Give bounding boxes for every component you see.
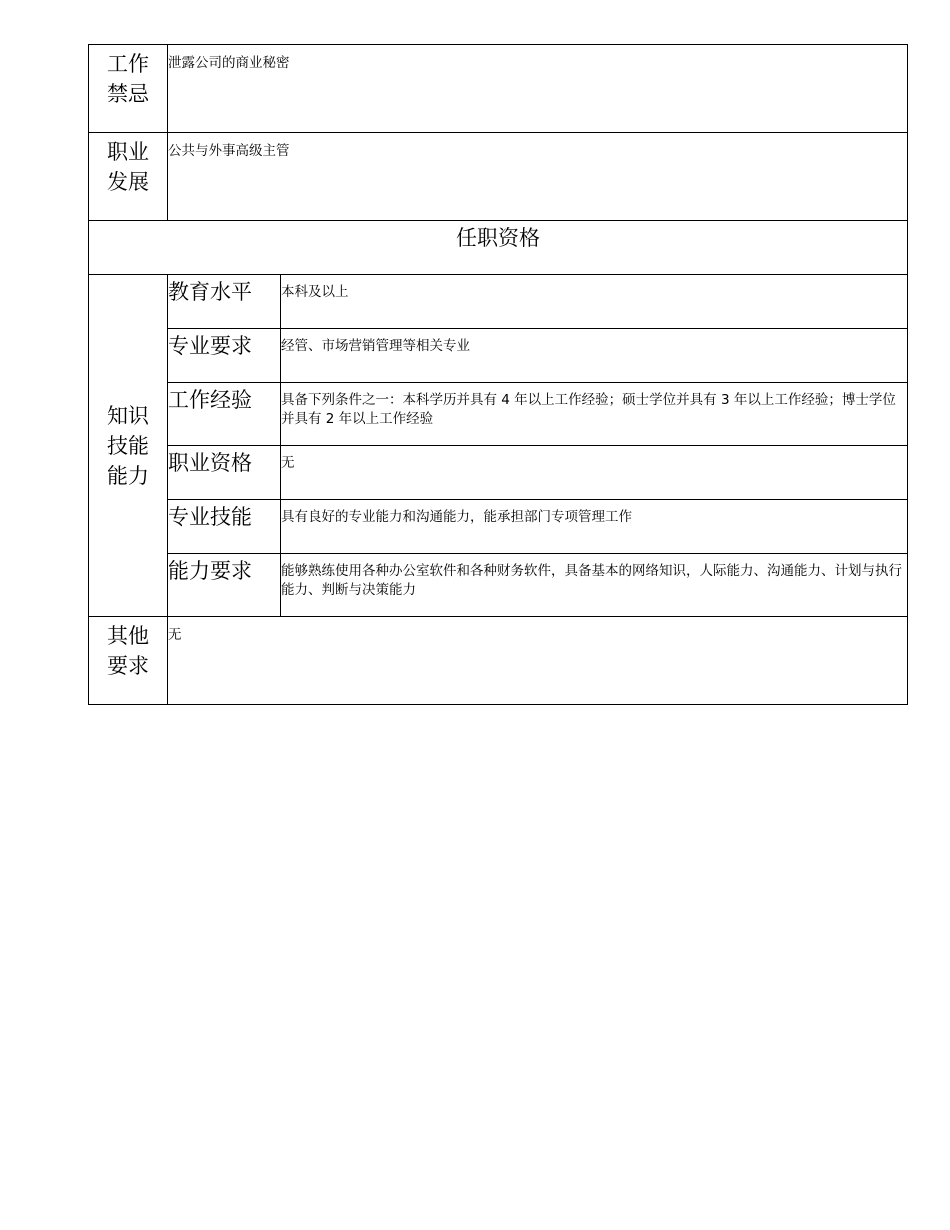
experience-label: 工作经验 [168, 383, 281, 446]
row-work-taboo [89, 45, 908, 133]
education-value: 本科及以上 [281, 275, 908, 329]
other-requirements-value: 无 [168, 617, 908, 705]
work-taboo-label-line1: 工作 [107, 52, 149, 76]
ability-value: 能够熟练使用各种办公室软件和各种财务软件，具备基本的网络知识，人际能力、沟通能力、计划与执行能力、判断与决策能力 [281, 554, 908, 617]
major-label: 专业要求 [168, 329, 281, 383]
knowledge-label-line1: 知识 [107, 403, 149, 428]
row-section-title [89, 221, 908, 275]
major-value: 经管、市场营销管理等相关专业 [281, 329, 908, 383]
other-label-line1: 其他 [107, 624, 149, 648]
experience-value: 具备下列条件之一：本科学历并具有 4 年以上工作经验；硕士学位并具有 3 年以上工作经验；博士学位并具有 2 年以上工作经验 [281, 383, 908, 446]
knowledge-label-line2: 技能 [107, 433, 149, 458]
other-requirements-label [89, 617, 168, 705]
knowledge-skills-label [89, 275, 168, 617]
qualification-label: 职业资格 [168, 446, 281, 500]
ability-label: 能力要求 [168, 554, 281, 617]
row-ability [89, 554, 908, 617]
work-taboo-value: 泄露公司的商业秘密 [168, 45, 908, 133]
career-development-label [89, 133, 168, 221]
career-development-value: 公共与外事高级主管 [168, 133, 908, 221]
professional-skills-value: 具有良好的专业能力和沟通能力，能承担部门专项管理工作 [281, 500, 908, 554]
row-major [89, 329, 908, 383]
qualification-value: 无 [281, 446, 908, 500]
row-education [89, 275, 908, 329]
row-experience [89, 383, 908, 446]
work-taboo-label-line2: 禁忌 [107, 82, 149, 106]
work-taboo-label [89, 45, 168, 133]
row-other-requirements [89, 617, 908, 705]
professional-skills-label: 专业技能 [168, 500, 281, 554]
section-title: 任职资格 [89, 221, 908, 275]
career-label-line2: 发展 [107, 170, 149, 194]
row-professional-skills [89, 500, 908, 554]
row-career-development [89, 133, 908, 221]
knowledge-label-line3: 能力 [107, 463, 149, 488]
job-requirements-table [88, 44, 908, 705]
row-qualification [89, 446, 908, 500]
career-label-line1: 职业 [107, 140, 149, 164]
other-label-line2: 要求 [107, 654, 149, 678]
education-label: 教育水平 [168, 275, 281, 329]
